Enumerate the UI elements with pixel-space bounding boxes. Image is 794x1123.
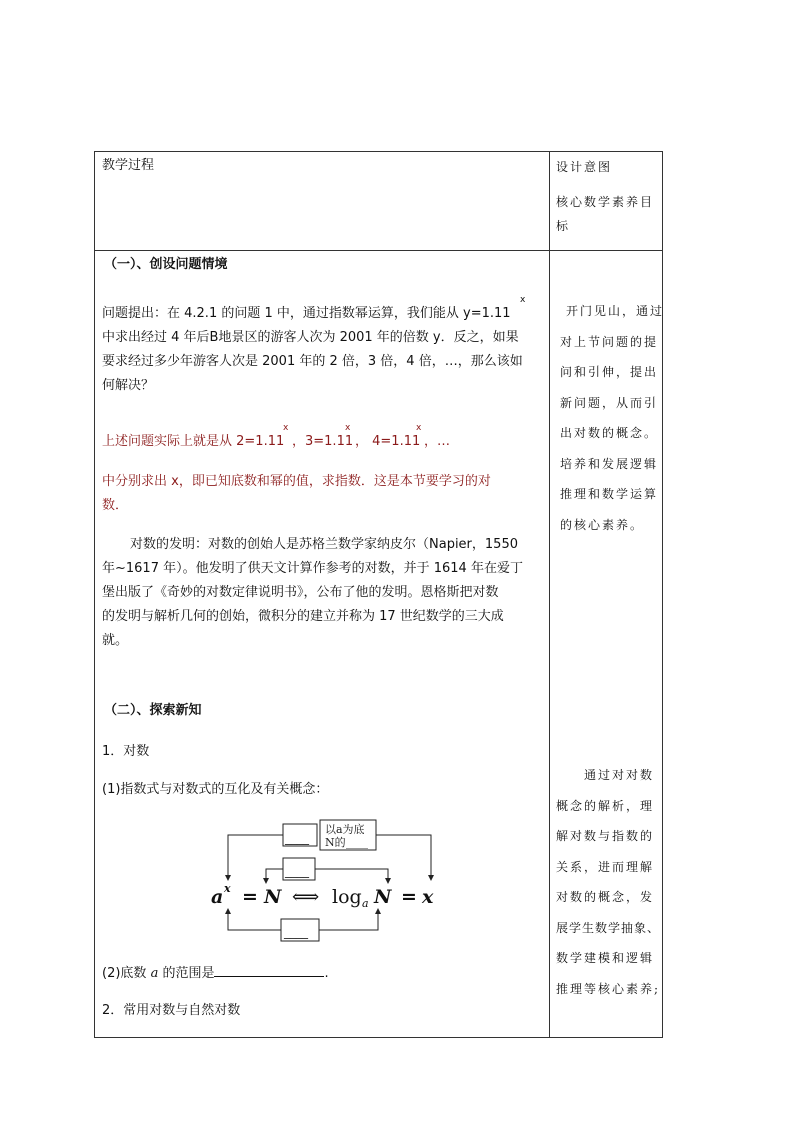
header-core-literacy-cont: 标 — [556, 219, 571, 233]
base-range-end: . — [324, 966, 329, 981]
base-range-prefix: (2)底数 — [102, 966, 151, 981]
formula-equals: = — [242, 886, 258, 908]
blank-text: ____ — [346, 836, 368, 849]
header-design-intent: 设计意图 — [556, 160, 613, 174]
side-note-line: 推理等核心素养; — [556, 981, 661, 996]
box-label-line2: N的 — [325, 836, 346, 849]
formula-log: log — [332, 886, 362, 908]
header-core-literacy: 核心数学素养目 — [556, 195, 655, 209]
side-note-line: 概念的解析，理 — [556, 798, 655, 813]
side-note-line: 推理和数学运算 — [560, 487, 659, 501]
side-note-line: 数学建模和逻辑 — [556, 951, 655, 965]
side-note-line: 展学生数学抽象、 — [556, 920, 661, 935]
side-note-line: 解对数与指数的 — [556, 829, 655, 843]
history-line: 就。 — [102, 633, 129, 648]
blank-text: ____ — [285, 864, 309, 878]
column-divider — [549, 152, 550, 1037]
history-paragraph — [102, 533, 523, 653]
side-note-line: 对数的概念，发 — [556, 890, 655, 904]
superscript-x: x — [416, 423, 422, 433]
formula-equals: = — [401, 886, 417, 908]
blank-text: ____ — [284, 925, 308, 939]
side-note-line: 出对数的概念。 — [560, 426, 659, 440]
base-range-mid: 的范围是 — [158, 966, 215, 981]
formula-N: N — [374, 886, 392, 908]
base-a: a — [150, 966, 159, 981]
box-label-line1: 以a为底 — [325, 823, 365, 836]
section1-heading: （一）、创设问题情境 — [104, 257, 228, 272]
history-line: 的发明与解析几何的创始，微积分的建立并称为 17 世纪数学的三大成 — [102, 609, 504, 624]
superscript-x: x — [345, 423, 351, 433]
history-line: 对数的发明：对数的创始人是苏格兰数学家纳皮尔（Napier，1550 — [130, 537, 518, 552]
equivalence-arrow: ⟺ — [292, 886, 320, 908]
side-note-line: 开门见山，通过 — [566, 304, 665, 318]
red-line-part: ， 4=1.11 — [355, 434, 421, 449]
formula-x: x — [422, 886, 434, 908]
formula-x-exponent: x — [224, 882, 231, 895]
side-note-line: 的核心素养。 — [560, 517, 645, 532]
red-line-part: ，3=1.11 — [292, 434, 354, 449]
red-line-part: 上述问题实际上就是从 2=1.11 — [102, 434, 285, 449]
history-line: 堡出版了《奇妙的对数定律说明书》，公布了他的发明。恩格斯把对数 — [102, 585, 499, 600]
sub-item-conversion: (1)指数式与对数式的互化及有关概念： — [102, 782, 329, 797]
blank-text: ____ — [285, 831, 309, 845]
header-divider — [95, 250, 662, 251]
superscript-x: x — [283, 423, 289, 433]
side-note-line: 新问题，从而引 — [560, 395, 659, 410]
side-note-line: 问和引伸，提出 — [560, 365, 659, 379]
problem-statement — [102, 302, 523, 398]
side-note-line: 关系，进而理解 — [556, 859, 655, 874]
item-logarithm: 1．对数 — [102, 744, 150, 759]
red-line: 数． — [102, 498, 129, 513]
side-note-line: 通过对对数 — [584, 768, 655, 782]
formula-log-base: a — [362, 897, 369, 910]
history-line: 年~1617 年）。他发明了供天文计算作参考的对数，并于 1614 年在爱丁 — [102, 561, 523, 576]
red-line-part: ，… — [424, 434, 451, 449]
superscript-x: x — [520, 295, 526, 305]
problem-line: 问题提出：在 4.2.1 的问题 1 中，通过指数幂运算，我们能从 y=1.11 — [102, 306, 511, 321]
formula-a: a — [211, 886, 224, 908]
exponent-log-diagram — [96, 812, 516, 1082]
problem-line: 要求经过多少年游客人次是 2001 年的 2 倍，3 倍，4 倍，…，那么该如 — [102, 354, 523, 369]
formula-N: N — [264, 886, 282, 908]
problem-line: 中求出经过 4 年后B地景区的游客人次为 2001 年的倍数 y．反之，如果 — [102, 330, 519, 345]
side-note-2 — [556, 760, 660, 1004]
side-note-1 — [560, 296, 664, 540]
sub-item-base-range — [102, 964, 329, 982]
section2-heading: （二）、探索新知 — [104, 703, 202, 718]
item-common-natural-log: 2．常用对数与自然对数 — [102, 1003, 241, 1018]
problem-line: 何解决？ — [102, 378, 155, 393]
red-explanation — [102, 470, 491, 518]
side-note-line: 对上节问题的提 — [560, 334, 659, 349]
header-teaching-process: 教学过程 — [102, 158, 155, 173]
red-line: 中分别求出 x，即已知底数和幂的值，求指数．这是本节要学习的对 — [102, 474, 491, 489]
answer-blank[interactable] — [214, 964, 324, 977]
side-note-line: 培养和发展逻辑 — [560, 456, 659, 471]
